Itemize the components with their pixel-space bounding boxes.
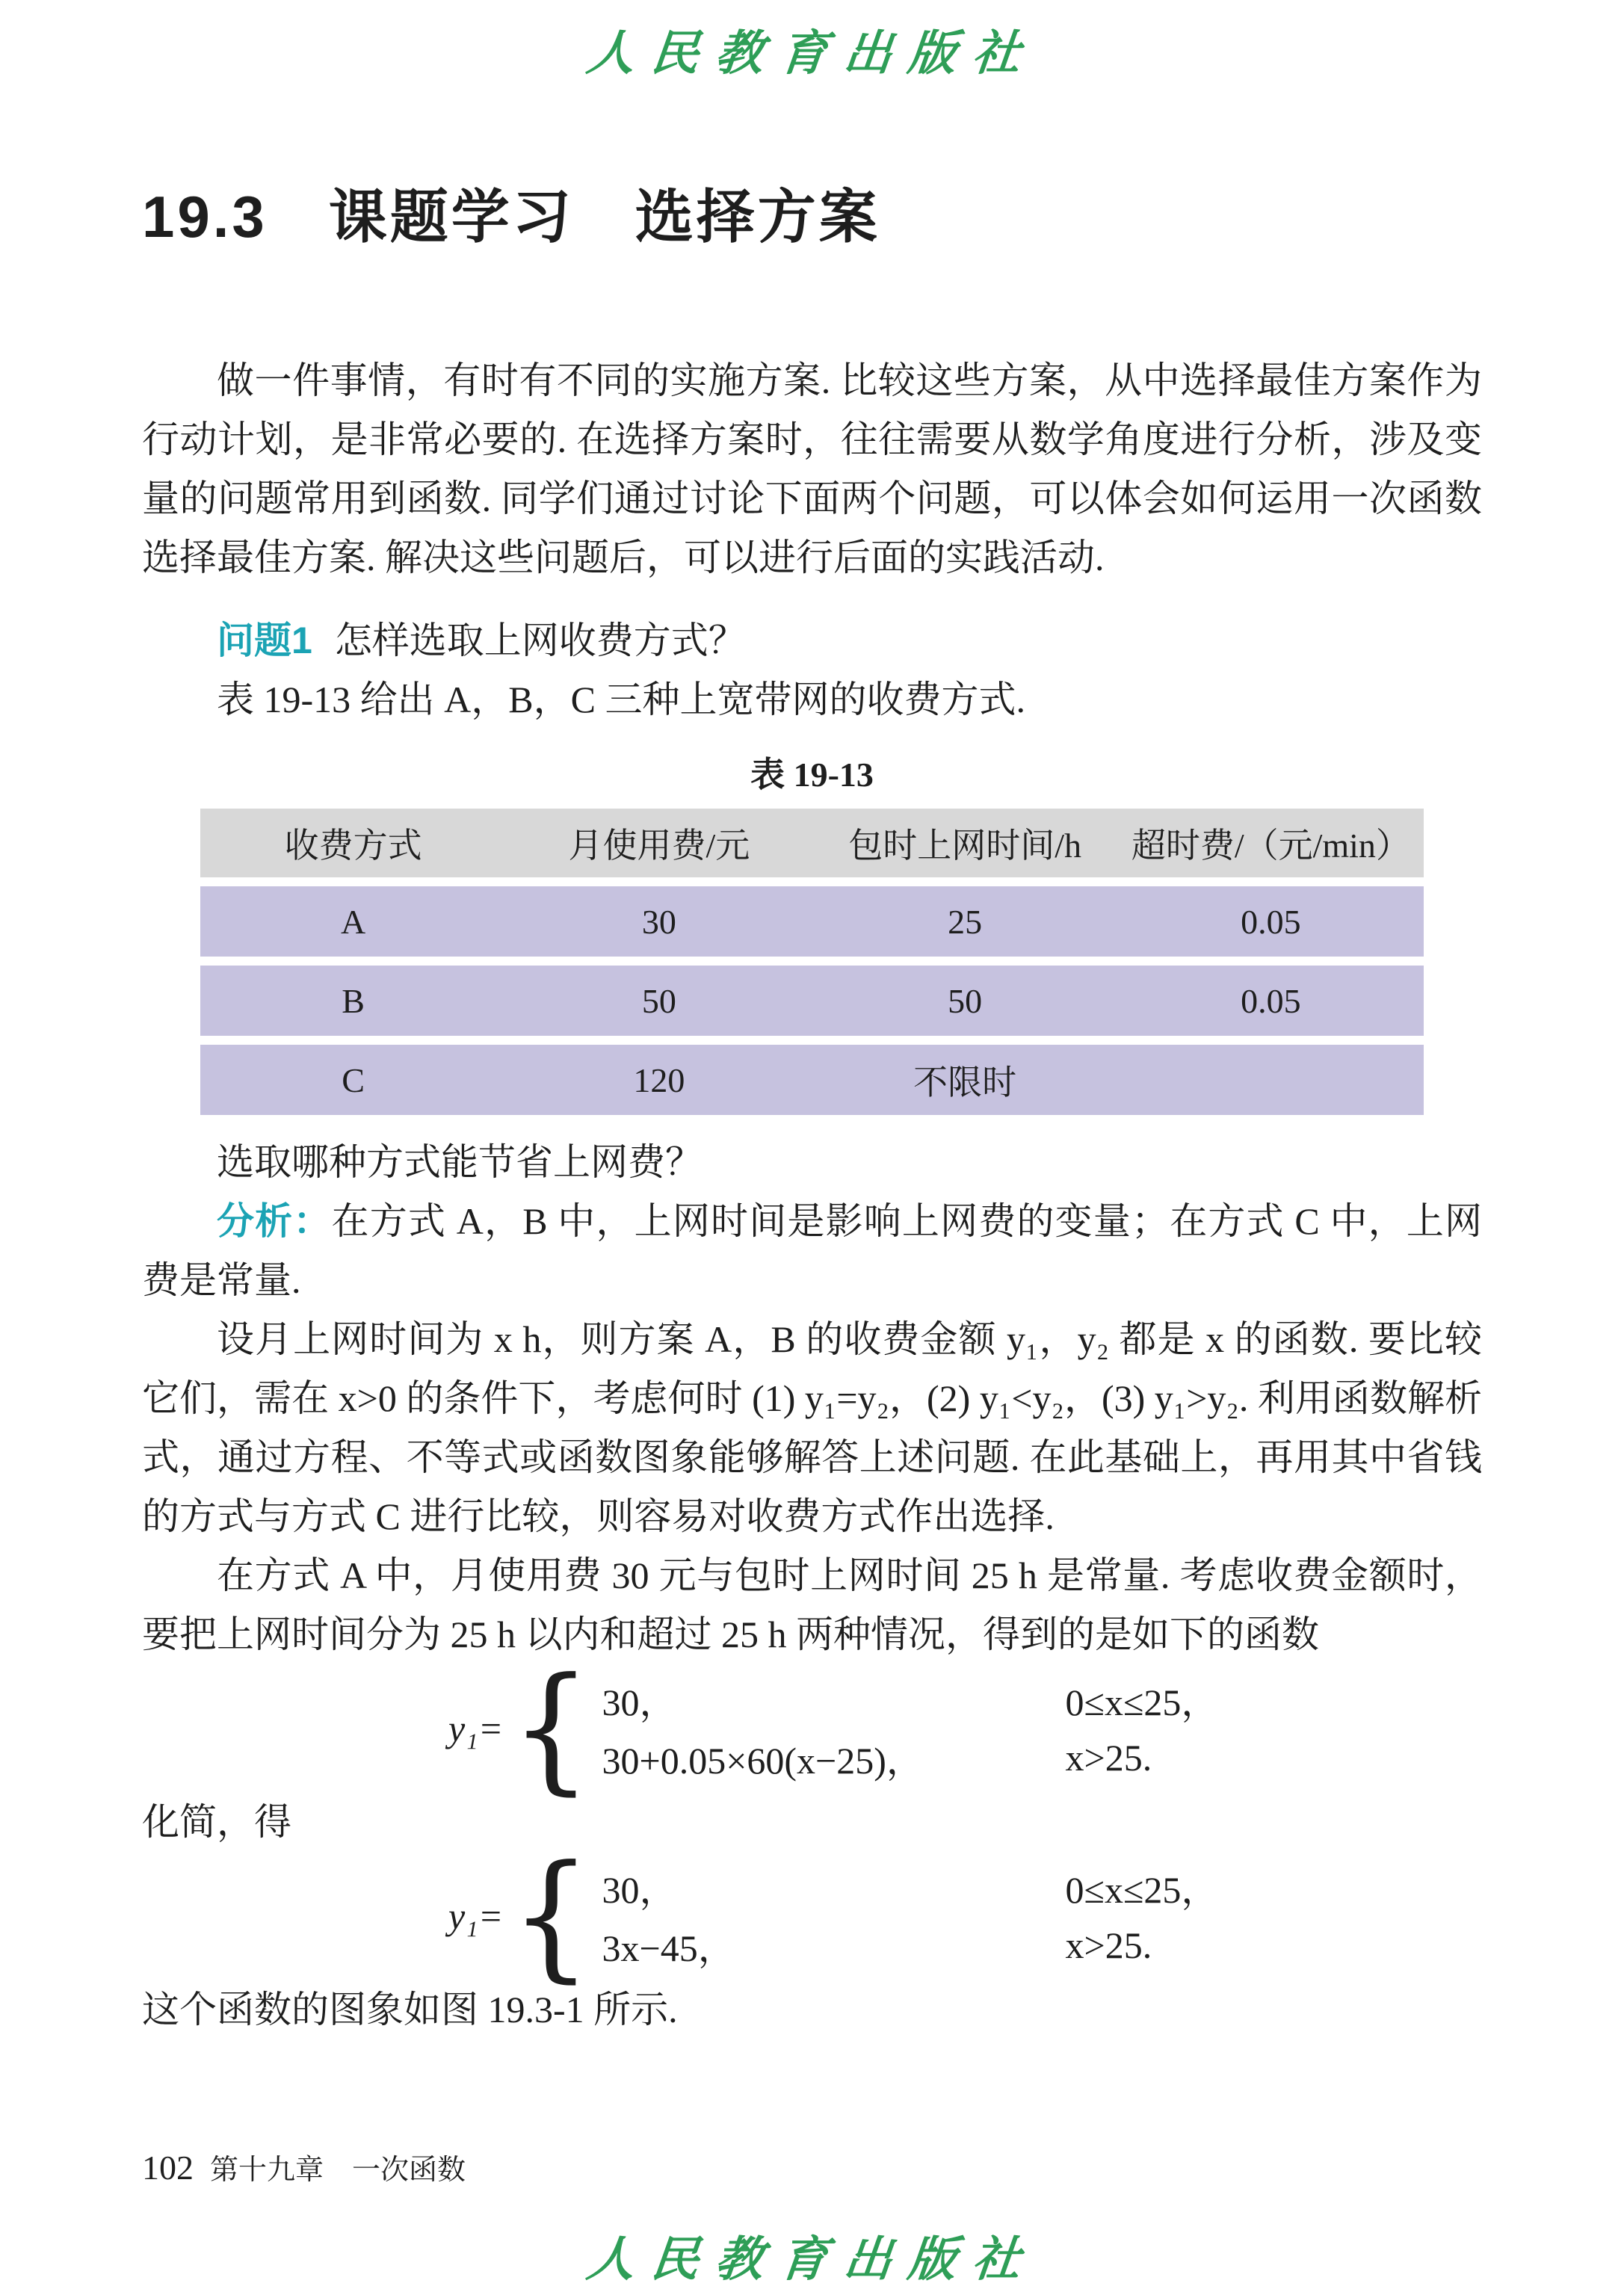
table-row-B — [200, 966, 1424, 1036]
followup-question: 选取哪种方式能节省上网费？ — [217, 1141, 703, 1183]
formula2-case-1-cond: 0≤x≤25， — [1065, 1869, 1219, 1911]
cell-B-overtime-fee: 0.05 — [1118, 966, 1424, 1036]
cell-A-monthly-fee: 30 — [506, 886, 812, 957]
header-cell-method: 收费方式 — [200, 809, 506, 877]
simplify-line: 化简，得 — [142, 1801, 291, 1843]
formula1-case-1-expr: 30， — [602, 1681, 677, 1723]
page-footer — [142, 2146, 466, 2187]
fee-table — [200, 809, 1424, 1115]
plan-a-paragraph: 在方式 A 中，月使用费 30 元与包时上网时间 25 h 是常量. 考虑收费金额时，要把上网时间分为 25 h 以内和超过 25 h 两种情况，得到的是如下的函数 — [142, 1554, 1482, 1655]
cell-B-included-hours: 50 — [812, 966, 1118, 1036]
page-number: 102 — [142, 2149, 194, 2187]
left-brace: { — [510, 1649, 592, 1808]
formula2-lhs: y₁= — [448, 1895, 504, 1937]
publisher-logo-top — [0, 0, 1624, 88]
table-header-row — [200, 809, 1424, 877]
header-cell-monthly-fee: 月使用费/元 — [506, 809, 812, 877]
cell-A-overtime-fee: 0.05 — [1118, 886, 1424, 957]
setup-paragraph: 设月上网时间为 x h，则方案 A，B 的收费金额 y₁，y₂ 都是 x 的函数. 要比较它们，需在 x>0 的条件下，考虑何时 (1) y₁=y₂，(2) y₁<y₂，(3) y₁>y₂. 利用函数解析式，通过方程、不等式或函数图象能够解答上述问题. 在此基础上，再用其中省钱的方式与方式 C 进行比较，则容易对收费方式作出选择. — [142, 1318, 1482, 1537]
cell-C-overtime-fee — [1118, 1045, 1424, 1115]
formula2-case-2-cond: x>25. — [1065, 1924, 1152, 1966]
formula1-case-2-cond: x>25. — [1065, 1737, 1152, 1779]
analysis-paragraph — [142, 1192, 1482, 1310]
header-cell-overtime-fee: 超时费/（元/min） — [1118, 809, 1424, 877]
header-cell-included-hours: 包时上网时间/h — [812, 809, 1118, 877]
chapter-title: 第十九章 一次函数 — [210, 2155, 466, 2186]
formula1-case-1 — [602, 1670, 1219, 1729]
formula2-case-1 — [602, 1858, 1219, 1916]
formula1-case-1-cond: 0≤x≤25， — [1065, 1681, 1219, 1723]
table-row-A — [200, 886, 1424, 957]
problem1-question: 怎样选取上网收费方式？ — [334, 620, 746, 661]
table-caption: 表 19-13 — [750, 756, 874, 794]
analysis-label: 分析： — [217, 1200, 332, 1242]
formula2-case-2 — [602, 1916, 1219, 1974]
publisher-logo-bottom — [0, 2221, 1624, 2290]
table-intro: 表 19-13 给出 A，B，C 三种上宽带网的收费方式. — [217, 679, 1025, 720]
formula1-case-2 — [602, 1729, 1219, 1787]
publisher-logo-text: 人民教育出版社 — [584, 27, 1040, 80]
cell-A-method: A — [200, 886, 506, 957]
formula-piecewise-simplified — [448, 1836, 1482, 1996]
table-row-C — [200, 1045, 1424, 1115]
publisher-logo-text: 人民教育出版社 — [584, 2233, 1040, 2286]
cell-B-method: B — [200, 966, 506, 1036]
formula1-lhs: y₁= — [448, 1708, 504, 1749]
formula2-case-2-expr: 3x−45， — [602, 1927, 735, 1969]
analysis-text: 在方式 A，B 中，上网时间是影响上网费的变量；在方式 C 中，上网费是常量. — [142, 1200, 1482, 1301]
formula1-cases — [602, 1670, 1219, 1787]
cell-C-method: C — [200, 1045, 506, 1115]
formula2-case-1-expr: 30， — [602, 1869, 677, 1911]
problem1-heading — [142, 611, 1482, 670]
formula2-cases — [602, 1858, 1219, 1974]
cell-B-monthly-fee: 50 — [506, 966, 812, 1036]
cell-A-included-hours: 25 — [812, 886, 1118, 957]
page-content — [0, 170, 1624, 2039]
graph-note: 这个函数的图象如图 19.3-1 所示. — [142, 1989, 678, 2030]
formula-piecewise-original — [448, 1649, 1482, 1808]
section-title: 19.3 课题学习 选择方案 — [142, 184, 880, 250]
left-brace: { — [510, 1836, 592, 1996]
intro-paragraph: 做一件事情，有时有不同的实施方案. 比较这些方案，从中选择最佳方案作为行动计划，是非常必要的. 在选择方案时，往往需要从数学角度进行分析，涉及变量的问题常用到函数. 同学们通过讨论下面两个问题，可以体会如何运用一次函数选择最佳方案. 解决这些问题后，可以进行后面的实践活动. — [142, 359, 1482, 578]
cell-C-included-hours: 不限时 — [812, 1045, 1118, 1115]
formula1-case-2-expr: 30+0.05×60(x−25)， — [602, 1740, 924, 1782]
cell-C-monthly-fee: 120 — [506, 1045, 812, 1115]
problem1-label: 问题1 — [217, 620, 312, 661]
